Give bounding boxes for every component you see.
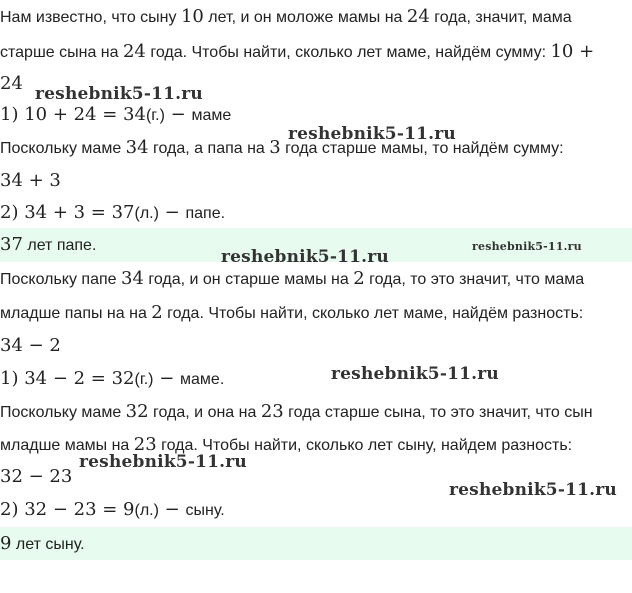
expression-2 (0, 170, 61, 193)
paragraph-line-3 (0, 73, 23, 96)
text: года старше мамы, то найдём сумму: (280, 140, 564, 157)
math: 2 (353, 268, 365, 289)
unit: (г.) (145, 107, 165, 124)
watermark: reshebnik5-11.ru (79, 452, 247, 472)
text: лет сыну. (11, 536, 85, 553)
math: 24 (406, 6, 430, 27)
text: года, то это значит, что мама (364, 271, 585, 288)
math: 3 (269, 137, 281, 158)
text: года, значит, мама (429, 9, 572, 26)
math: 32 − 23 (0, 466, 73, 487)
watermark: reshebnik5-11.ru (221, 247, 389, 267)
math: 2) 32 − 23 = 9 (0, 499, 135, 520)
math: 23 (260, 401, 284, 422)
answer-1 (0, 234, 96, 257)
solution-step-4 (0, 499, 225, 522)
math: 37 (0, 234, 23, 255)
watermark: reshebnik5-11.ru (35, 84, 203, 104)
text: лет папе. (22, 237, 97, 254)
text: младше мамы на (0, 437, 134, 454)
text: папе. (185, 205, 226, 222)
math: 1) 34 − 2 = 32 (0, 368, 135, 389)
paragraph-line-6 (0, 302, 583, 325)
math: 2 (151, 302, 163, 323)
watermark: reshebnik5-11.ru (331, 364, 499, 384)
watermark: reshebnik5-11.ru (288, 124, 456, 144)
answer-highlight-2 (0, 527, 632, 560)
math: 34 + 3 (0, 170, 61, 191)
math: 1) 10 + 24 = 34 (0, 104, 146, 125)
text: младше папы на на (0, 305, 152, 322)
text: года, а папа на (148, 140, 270, 157)
math: 24 (122, 41, 146, 62)
math: 32 (125, 401, 149, 422)
solution-step-1 (0, 104, 231, 127)
paragraph-line-1 (0, 6, 572, 29)
math: 2) 34 + 3 = 37 (0, 202, 135, 223)
paragraph-line-4 (0, 137, 564, 160)
unit: (л.) (134, 205, 159, 222)
text: года. Чтобы найти, сколько лет маме, найдём сумму: (145, 44, 551, 61)
text: старше сына на (0, 44, 123, 61)
paragraph-line-5 (0, 268, 584, 291)
text: года. Чтобы найти, сколько лет сыну, найдем разность: (156, 437, 573, 454)
math: 10 (180, 6, 204, 27)
text: лет, и он моложе мамы на (203, 9, 407, 26)
math: 34 (125, 137, 149, 158)
text: маме. (180, 371, 225, 388)
text: года, и она на (148, 404, 261, 421)
paragraph-line-7 (0, 401, 593, 424)
text: сыну. (185, 502, 225, 519)
watermark: reshebnik5-11.ru (472, 240, 582, 253)
text: Поскольку папе (0, 271, 121, 288)
math: 34 − 2 (0, 335, 61, 356)
solution-step-3 (0, 368, 224, 391)
watermark: reshebnik5-11.ru (449, 480, 617, 500)
text: Поскольку маме (0, 140, 126, 157)
math: 34 (121, 268, 144, 289)
unit: (г.) (134, 371, 154, 388)
solution-step-2 (0, 202, 225, 225)
answer-2 (0, 533, 85, 556)
text: Нам известно, что сыну (0, 9, 181, 26)
unit: (л.) (134, 502, 159, 519)
dash: − (164, 104, 192, 125)
dash: − (153, 368, 181, 389)
paragraph-line-2 (0, 41, 594, 64)
math: 9 (0, 533, 12, 554)
text: года. Чтобы найти, сколько лет маме, найдём разность: (162, 305, 584, 322)
expression-3 (0, 335, 61, 358)
text: маме (191, 107, 232, 124)
dash: − (158, 499, 186, 520)
math: 10 + (550, 41, 595, 62)
text: Поскольку маме (0, 404, 126, 421)
text: года, и он старше мамы на (143, 271, 354, 288)
text: года старше сына, то это значит, что сын (283, 404, 593, 421)
math: 23 (133, 434, 157, 455)
dash: − (158, 202, 186, 223)
expression-4 (0, 466, 72, 489)
math: 24 (0, 73, 23, 94)
